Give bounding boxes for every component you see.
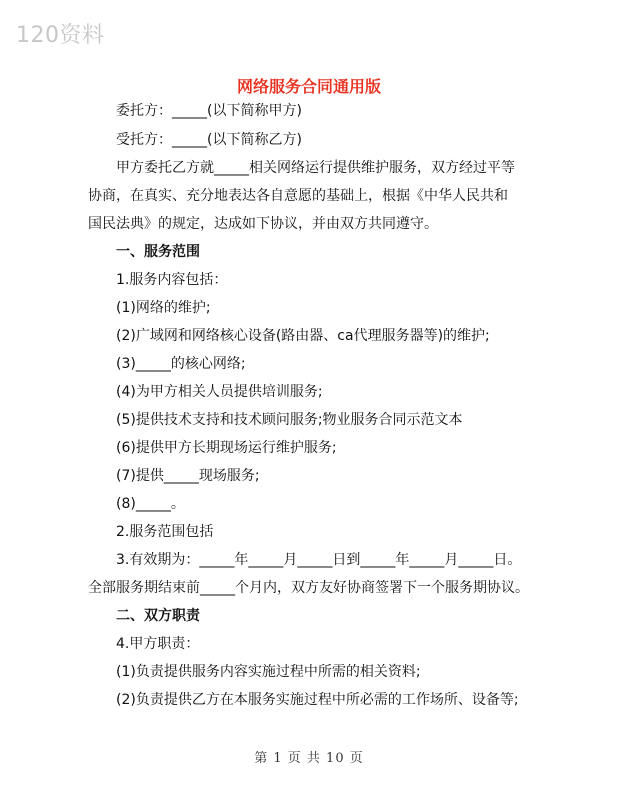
section-heading-2: 二、双方职责 <box>116 608 200 624</box>
document-title: 网络服务合同通用版 <box>236 77 381 96</box>
clause-1-heading: 1.服务内容包括： <box>116 272 228 288</box>
list-item-5: (5)提供技术支持和技术顾问服务;物业服务合同示范文本 <box>116 412 463 428</box>
list-item-1: (1)网络的维护; <box>116 300 211 316</box>
clause-3-renewal: 全部服务期结束前_____个月内，双方友好协商签署下一个服务期协议。 <box>88 580 529 596</box>
intro-line-1: 甲方委托乙方就_____相关网络运行提供维护服务，双方经过平等 <box>116 160 515 176</box>
intro-line-2: 协商，在真实、充分地表达各自意愿的基础上，根据《中华人民共和 <box>88 188 508 204</box>
list-item-4: (4)为甲方相关人员提供培训服务; <box>116 384 323 400</box>
section-heading-1: 一、服务范围 <box>116 244 200 260</box>
duty-item-1: (1)负责提供服务内容实施过程中所需的相关资料; <box>116 664 421 680</box>
party-b-line: 受托方：_____(以下简称乙方) <box>116 132 302 148</box>
page-footer: 第 1 页 共 10 页 <box>254 751 364 766</box>
duty-item-2: (2)负责提供乙方在本服务实施过程中所必需的工作场所、设备等; <box>116 692 519 708</box>
clause-3-validity: 3.有效期为：_____年_____月_____日到_____年_____月_____日。 <box>116 552 522 568</box>
list-item-7: (7)提供_____现场服务; <box>116 468 260 484</box>
party-a-line: 委托方：_____(以下简称甲方) <box>116 103 302 119</box>
watermark-logo: 120资料 <box>16 23 105 48</box>
list-item-3: (3)_____的核心网络; <box>116 356 246 372</box>
intro-line-3: 国民法典》的规定，达成如下协议，并由双方共同遵守。 <box>88 216 438 232</box>
clause-4-heading: 4.甲方职责： <box>116 636 200 652</box>
clause-2-heading: 2.服务范围包括 <box>116 524 214 540</box>
list-item-8: (8)_____。 <box>116 496 185 512</box>
list-item-2: (2)广域网和网络核心设备(路由器、ca代理服务器等)的维护; <box>116 328 490 344</box>
list-item-6: (6)提供甲方长期现场运行维护服务; <box>116 440 337 456</box>
